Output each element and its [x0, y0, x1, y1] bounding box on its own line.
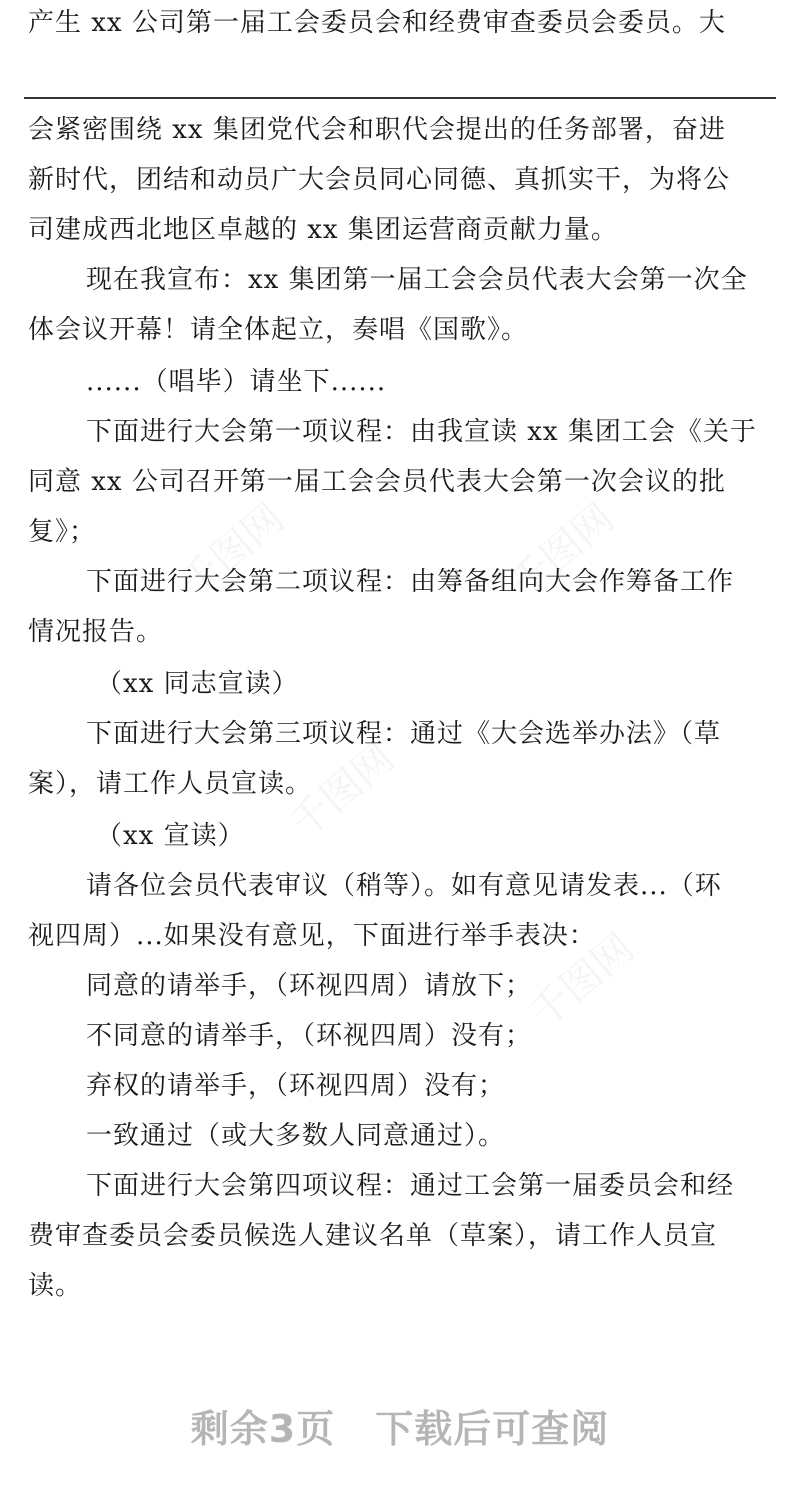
paragraph-line: 视四周）...如果没有意见，下面进行举手表决： — [28, 921, 596, 951]
paragraph-line: 同意 xx 公司召开第一届工会会员代表大会第一次会议的批 — [28, 467, 726, 497]
paragraph-line: 体会议开幕！请全体起立，奏唱《国歌》。 — [28, 315, 529, 345]
paragraph-line: 读。 — [28, 1271, 83, 1301]
paragraph-line: 费审查委员会委员候选人建议名单（草案），请工作人员宣 — [28, 1221, 718, 1251]
paragraph-line: 请各位会员代表审议（稍等）。如有意见请发表...（环 — [86, 871, 722, 901]
paragraph-line: 弃权的请举手，（环视四周）没有； — [86, 1071, 506, 1101]
paragraph-line: 现在我宣布：xx 集团第一届工会会员代表大会第一次全 — [86, 265, 748, 295]
paragraph-line: 案），请工作人员宣读。 — [28, 769, 313, 799]
paragraph-line: 会紧密围绕 xx 集团党代会和职代会提出的任务部署，奋进 — [28, 115, 726, 145]
download-prompt[interactable] — [0, 1398, 800, 1453]
paragraph-line: 同意的请举手，（环视四周）请放下； — [86, 971, 533, 1001]
paragraph-line: 复》； — [28, 517, 97, 547]
paragraph-line: 下面进行大会第二项议程：由筹备组向大会作筹备工作 — [86, 567, 735, 597]
paragraph-line: （xx 同志宣读） — [96, 669, 299, 699]
paragraph-line: （xx 宣读） — [96, 821, 245, 851]
paragraph-line: 情况报告。 — [28, 617, 164, 647]
prev-page-tail: 产生 xx 公司第一届工会委员会和经费审查委员会委员。大 — [28, 8, 726, 38]
paragraph-line: 不同意的请举手，（环视四周）没有； — [86, 1021, 533, 1051]
paragraph-line: 一致通过（或大多数人同意通过）。 — [86, 1121, 506, 1151]
paragraph-line: 下面进行大会第三项议程：通过《大会选举办法》（草 — [86, 719, 722, 749]
remaining-pages-label: 剩余3页 — [190, 1407, 336, 1451]
page-divider — [24, 97, 776, 99]
paragraph-line: 下面进行大会第一项议程：由我宣读 xx 集团工会《关于 — [86, 417, 757, 447]
download-to-view-label: 下载后可查阅 — [375, 1407, 610, 1451]
paragraph-line: 下面进行大会第四项议程：通过工会第一届委员会和经 — [86, 1171, 735, 1201]
paragraph-line: 司建成西北地区卓越的 xx 集团运营商贡献力量。 — [28, 215, 618, 245]
paragraph-line: 新时代，团结和动员广大会员同心同德、真抓实干，为将公 — [28, 165, 731, 195]
paragraph-line: ......（唱毕）请坐下...... — [86, 367, 387, 397]
